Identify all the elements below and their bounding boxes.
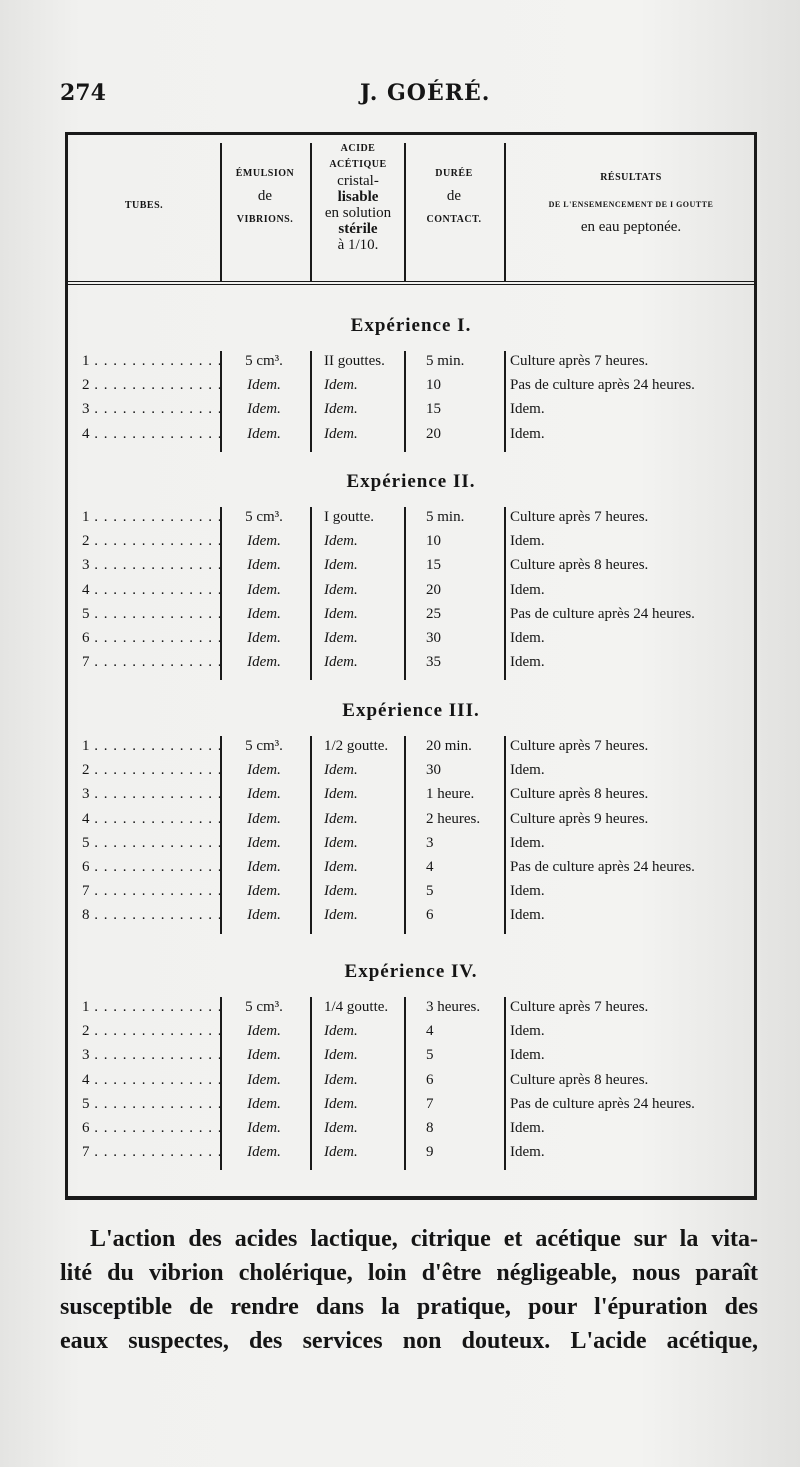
column-divider	[504, 736, 506, 934]
col-header-resultats: RÉSULTATS DE L'ENSEMENCEMENT DE I GOUTTE en eau peptonée.	[548, 172, 714, 235]
duree-cell: 30	[426, 762, 441, 779]
header-divider	[504, 143, 506, 281]
tube-cell: 8 . . .	[82, 907, 220, 924]
emulsion-cell: Idem.	[247, 834, 281, 851]
column-divider	[310, 997, 312, 1170]
table-row	[68, 630, 754, 654]
tube-cell: 2 . . .	[82, 1023, 220, 1040]
emulsion-cell: Idem.	[247, 810, 281, 827]
column-divider	[220, 997, 222, 1170]
resultat-cell: Culture après 7 heures.	[510, 509, 649, 525]
tube-cell: 6 . . .	[82, 630, 220, 647]
acide-cell: Idem.	[324, 654, 358, 671]
column-divider	[404, 351, 406, 452]
tube-cell: 4 . . .	[82, 811, 220, 828]
table-row	[68, 786, 754, 810]
tube-cell: 4 . . .	[82, 426, 220, 443]
emulsion-cell: 5 cm³.	[245, 999, 283, 1015]
duree-cell: 9	[426, 1144, 434, 1161]
acide-cell: 1/2 goutte.	[324, 738, 389, 754]
acide-cell: I goutte.	[324, 509, 374, 525]
acide-cell: Idem.	[324, 1047, 358, 1064]
table-row	[68, 1096, 754, 1120]
emulsion-cell: Idem.	[247, 377, 281, 394]
resultat-cell: Pas de culture après 24 heures.	[510, 605, 695, 622]
emulsion-cell: Idem.	[247, 859, 281, 875]
tube-cell: 3 . . .	[82, 557, 220, 574]
section-title: Expérience III.	[342, 700, 480, 721]
duree-cell: 3	[426, 834, 434, 851]
resultat-cell: Pas de culture après 24 heures.	[510, 1095, 695, 1112]
resultat-cell: Culture après 8 heures.	[510, 786, 649, 803]
acide-cell: Idem.	[324, 786, 358, 803]
section-title: Expérience I.	[350, 315, 472, 336]
acide-cell: Idem.	[324, 1023, 358, 1040]
table-row	[68, 1144, 754, 1168]
table-row	[68, 1072, 754, 1096]
duree-cell: 15	[426, 557, 441, 574]
tube-cell: 1 . . .	[82, 509, 220, 526]
table-row	[68, 835, 754, 859]
emulsion-cell: Idem.	[247, 786, 281, 803]
emulsion-cell: Idem.	[247, 581, 281, 598]
section-title: Expérience II.	[346, 471, 476, 492]
column-divider	[504, 351, 506, 452]
acide-cell: Idem.	[324, 907, 358, 924]
emulsion-cell: Idem.	[247, 1071, 281, 1088]
duree-cell: 4	[426, 1023, 434, 1040]
header-divider	[404, 143, 406, 281]
resultat-cell: Idem.	[510, 1047, 545, 1064]
table-header-row	[68, 135, 754, 285]
tube-cell: 4 . . .	[82, 1072, 220, 1089]
emulsion-cell: Idem.	[247, 630, 281, 646]
acide-cell: Idem.	[324, 762, 358, 779]
experiment-table	[65, 132, 757, 1200]
emulsion-cell: Idem.	[247, 1023, 281, 1040]
emulsion-cell: Idem.	[247, 883, 281, 900]
resultat-cell: Idem.	[510, 425, 545, 442]
resultat-cell: Idem.	[510, 1023, 545, 1040]
paragraph-line: susceptible de rendre dans la pratique, pour l'épuration des	[60, 1294, 758, 1320]
acide-cell: Idem.	[324, 834, 358, 851]
tube-cell: 1 . . .	[82, 738, 220, 755]
resultat-cell: Idem.	[510, 883, 545, 900]
table-row	[68, 426, 754, 450]
acide-cell: Idem.	[324, 605, 358, 622]
duree-cell: 35	[426, 654, 441, 671]
table-row	[68, 509, 754, 533]
tube-cell: 2 . . .	[82, 762, 220, 779]
acide-cell: Idem.	[324, 533, 358, 550]
duree-cell: 15	[426, 401, 441, 418]
acide-cell: Idem.	[324, 1144, 358, 1161]
acide-cell: Idem.	[324, 859, 358, 875]
tube-cell: 5 . . .	[82, 1096, 220, 1113]
tube-cell: 5 . . .	[82, 835, 220, 852]
emulsion-cell: Idem.	[247, 654, 281, 671]
column-divider	[310, 351, 312, 452]
running-head	[60, 80, 700, 114]
table-row	[68, 859, 754, 883]
table-row	[68, 1047, 754, 1071]
col-header-tubes: TUBES.	[124, 200, 164, 211]
emulsion-cell: Idem.	[247, 401, 281, 418]
column-divider	[504, 507, 506, 680]
acide-cell: Idem.	[324, 581, 358, 598]
emulsion-cell: Idem.	[247, 1144, 281, 1161]
duree-cell: 20	[426, 581, 441, 598]
emulsion-cell: Idem.	[247, 533, 281, 550]
resultat-cell: Culture après 8 heures.	[510, 557, 649, 574]
header-divider	[310, 143, 312, 281]
resultat-cell: Idem.	[510, 762, 545, 779]
duree-cell: 5	[426, 1047, 434, 1064]
duree-cell: 6	[426, 907, 434, 924]
column-divider	[310, 736, 312, 934]
tube-cell: 6 . . .	[82, 1120, 220, 1137]
paragraph-line: lité du vibrion cholérique, loin d'être négligeable, nous paraît	[60, 1260, 758, 1286]
acide-cell: II gouttes.	[324, 353, 385, 369]
paragraph-line: L'action des acides lactique, citrique et acétique sur la vita-	[90, 1226, 758, 1252]
tube-cell: 4 . . .	[82, 582, 220, 599]
acide-cell: Idem.	[324, 401, 358, 418]
column-divider	[220, 736, 222, 934]
table-row	[68, 1120, 754, 1144]
resultat-cell: Culture après 7 heures.	[510, 353, 649, 369]
emulsion-cell: Idem.	[247, 557, 281, 574]
page-number: 274	[60, 80, 106, 106]
table-row	[68, 654, 754, 678]
duree-cell: 3 heures.	[426, 999, 481, 1015]
resultat-cell: Idem.	[510, 1144, 545, 1161]
col-header-emulsion: ÉMULSION de VIBRIONS.	[235, 168, 295, 225]
duree-cell: 10	[426, 377, 441, 394]
tube-cell: 1 . . .	[82, 999, 220, 1016]
duree-cell: 20	[426, 425, 441, 442]
resultat-cell: Idem.	[510, 907, 545, 924]
emulsion-cell: 5 cm³.	[245, 738, 283, 754]
resultat-cell: Idem.	[510, 630, 545, 646]
table-row	[68, 762, 754, 786]
table-row	[68, 401, 754, 425]
resultat-cell: Culture après 7 heures.	[510, 999, 649, 1015]
duree-cell: 5 min.	[426, 509, 465, 525]
duree-cell: 2 heures.	[426, 810, 481, 827]
emulsion-cell: Idem.	[247, 1095, 281, 1112]
table-row	[68, 999, 754, 1023]
column-divider	[404, 736, 406, 934]
table-row	[68, 738, 754, 762]
header-divider	[220, 143, 222, 281]
acide-cell: Idem.	[324, 883, 358, 900]
table-row	[68, 353, 754, 377]
resultat-cell: Culture après 9 heures.	[510, 810, 649, 827]
resultat-cell: Pas de culture après 24 heures.	[510, 377, 695, 394]
emulsion-cell: Idem.	[247, 605, 281, 622]
table-row	[68, 606, 754, 630]
resultat-cell: Idem.	[510, 533, 545, 550]
acide-cell: Idem.	[324, 377, 358, 394]
tube-cell: 2 . . .	[82, 533, 220, 550]
duree-cell: 10	[426, 533, 441, 550]
duree-cell: 20 min.	[426, 738, 472, 754]
tube-cell: 3 . . .	[82, 401, 220, 418]
table-row	[68, 811, 754, 835]
emulsion-cell: Idem.	[247, 1047, 281, 1064]
resultat-cell: Idem.	[510, 581, 545, 598]
acide-cell: Idem.	[324, 425, 358, 442]
tube-cell: 7 . . .	[82, 883, 220, 900]
tube-cell: 2 . . .	[82, 377, 220, 394]
col-header-duree: DURÉE de CONTACT.	[426, 168, 482, 225]
duree-cell: 5	[426, 883, 434, 900]
acide-cell: Idem.	[324, 557, 358, 574]
duree-cell: 7	[426, 1095, 434, 1112]
emulsion-cell: 5 cm³.	[245, 509, 283, 525]
emulsion-cell: Idem.	[247, 425, 281, 442]
duree-cell: 6	[426, 1071, 434, 1088]
duree-cell: 5 min.	[426, 353, 465, 369]
table-row	[68, 582, 754, 606]
tube-cell: 3 . . .	[82, 786, 220, 803]
paragraph-line: eaux suspectes, des services non douteux. L'acide acétique,	[60, 1328, 758, 1354]
duree-cell: 4	[426, 859, 434, 875]
table-row	[68, 907, 754, 931]
duree-cell: 8	[426, 1120, 434, 1136]
resultat-cell: Idem.	[510, 834, 545, 851]
emulsion-cell: Idem.	[247, 762, 281, 779]
column-divider	[220, 507, 222, 680]
tube-cell: 3 . . .	[82, 1047, 220, 1064]
duree-cell: 30	[426, 630, 441, 646]
acide-cell: 1/4 goutte.	[324, 999, 389, 1015]
duree-cell: 1 heure.	[426, 786, 475, 803]
tube-cell: 7 . . .	[82, 654, 220, 671]
acide-cell: Idem.	[324, 1071, 358, 1088]
column-divider	[220, 351, 222, 452]
resultat-cell: Idem.	[510, 654, 545, 671]
emulsion-cell: Idem.	[247, 1120, 281, 1136]
resultat-cell: Culture après 7 heures.	[510, 738, 649, 754]
acide-cell: Idem.	[324, 810, 358, 827]
resultat-cell: Pas de culture après 24 heures.	[510, 859, 695, 875]
column-divider	[404, 997, 406, 1170]
table-row	[68, 377, 754, 401]
emulsion-cell: 5 cm³.	[245, 353, 283, 369]
header-title: J. GOÉRÉ.	[360, 80, 491, 106]
body-paragraph	[60, 1222, 758, 1358]
table-row	[68, 533, 754, 557]
tube-cell: 6 . . .	[82, 859, 220, 876]
emulsion-cell: Idem.	[247, 907, 281, 924]
acide-cell: Idem.	[324, 1120, 358, 1136]
resultat-cell: Idem.	[510, 401, 545, 418]
table-row	[68, 883, 754, 907]
column-divider	[404, 507, 406, 680]
acide-cell: Idem.	[324, 1095, 358, 1112]
column-divider	[504, 997, 506, 1170]
table-row	[68, 557, 754, 581]
resultat-cell: Idem.	[510, 1120, 545, 1136]
column-divider	[310, 507, 312, 680]
tube-cell: 1 . . .	[82, 353, 220, 370]
acide-cell: Idem.	[324, 630, 358, 646]
tube-cell: 7 . . .	[82, 1144, 220, 1161]
col-header-acide: ACIDE ACÉTIQUE cristal- lisable en solution stérile à 1/10.	[324, 143, 392, 253]
resultat-cell: Culture après 8 heures.	[510, 1071, 649, 1088]
duree-cell: 25	[426, 605, 441, 622]
tube-cell: 5 . . .	[82, 606, 220, 623]
table-row	[68, 1023, 754, 1047]
section-title: Expérience IV.	[344, 961, 478, 982]
